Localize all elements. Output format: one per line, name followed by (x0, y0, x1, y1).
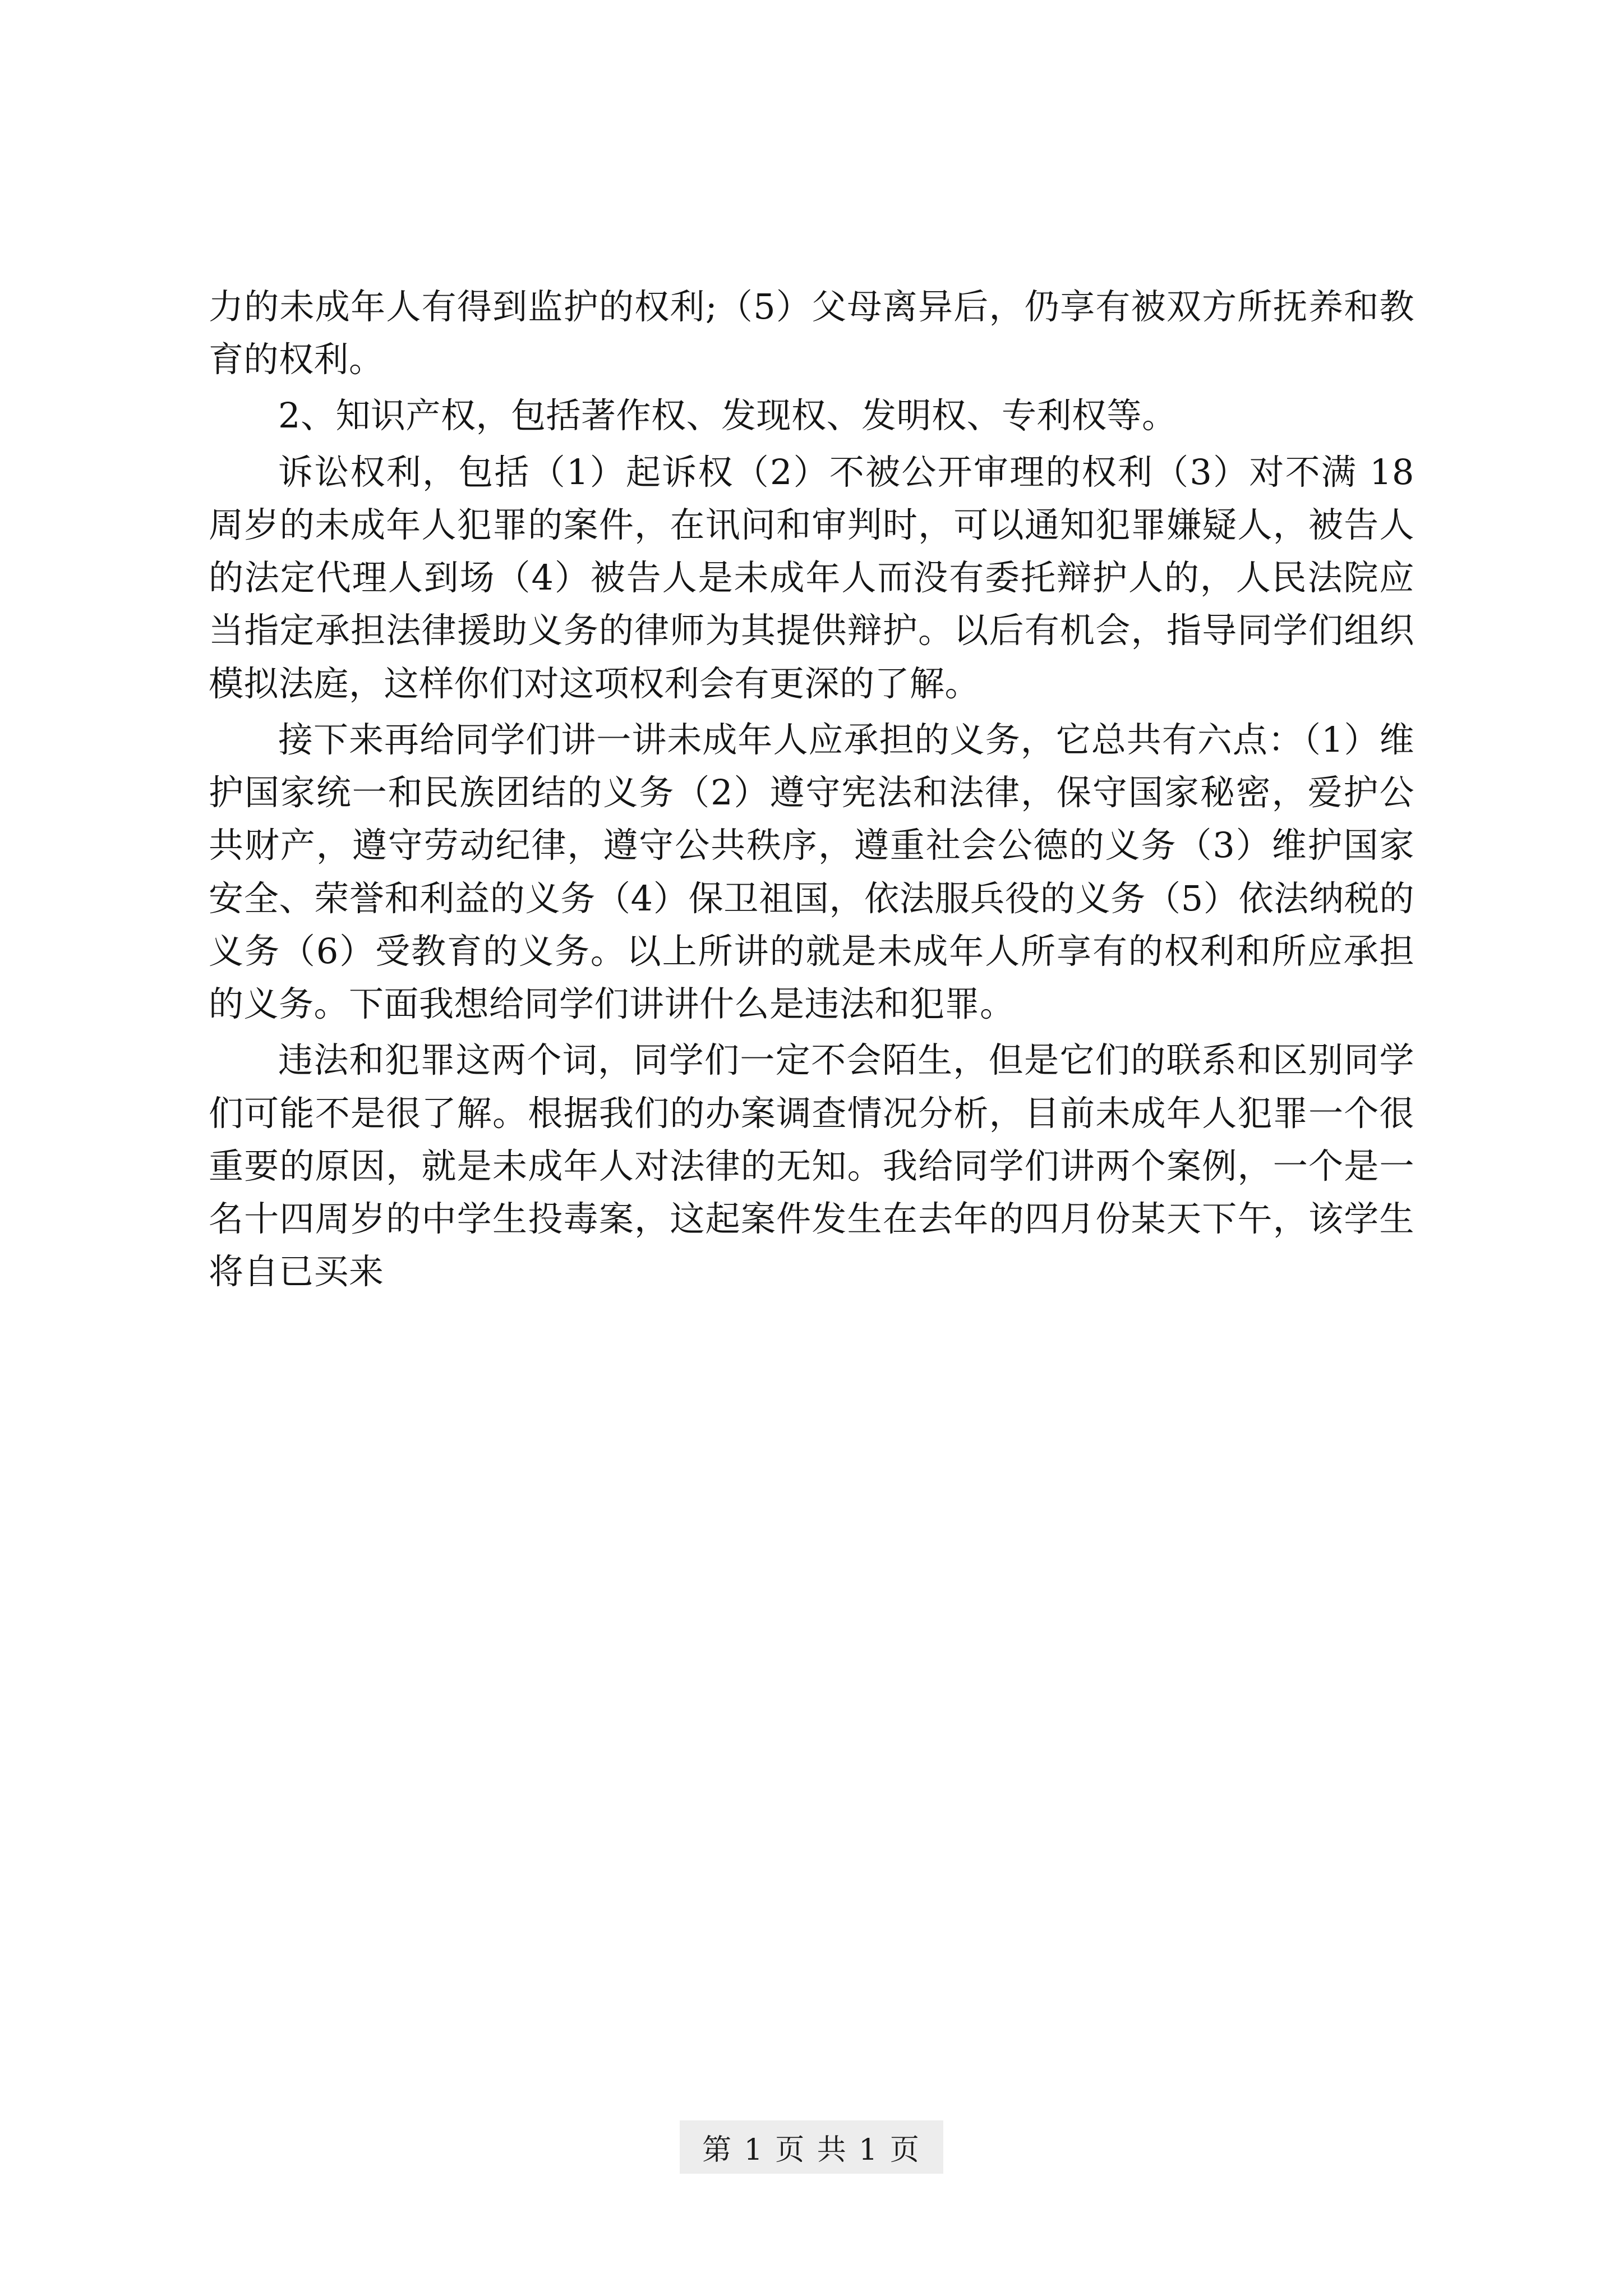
paragraph-4: 接下来再给同学们讲一讲未成年人应承担的义务，它总共有六点：（1）维护国家统一和民族团结的义务（2）遵守宪法和法律，保守国家秘密，爱护公共财产，遵守劳动纪律，遵守公共秩序，遵重社会公德的义务（3）维护国家安全、荣誉和利益的义务（4）保卫祖国，依法服兵役的义务（5）依法纳税的义务（6）受教育的义务。以上所讲的就是未成年人所享有的权利和所应承担的义务。下面我想给同学们讲讲什么是违法和犯罪。 (209, 719, 1414, 1025)
paragraph-5: 违法和犯罪这两个词，同学们一定不会陌生，但是它们的联系和区别同学们可能不是很了解。根据我们的办案调查情况分析，目前未成年人犯罪一个很重要的原因，就是未成年人对法律的无知。我给同学们讲两个案例，一个是一名十四周岁的中学生投毒案，这起案件发生在去年的四月份某天下午，该学生将自已买来 (209, 1039, 1414, 1292)
paragraph-1: 力的未成年人有得到监护的权利;（5）父母离异后，仍享有被双方所抚养和教育的权利。 (209, 286, 1414, 380)
page-number-label: 第 1 页 共 1 页 (680, 2120, 943, 2174)
paragraph-3: 诉讼权利，包括（1）起诉权（2）不被公开审理的权利（3）对不满 18 周岁的未成年人犯罪的案件，在讯问和审判时，可以通知犯罪嫌疑人，被告人的法定代理人到场（4）被告人是未成年人而没有委托辩护人的，人民法院应当指定承担法律援助义务的律师为其提供辩护。以后有机会，指导同学们组织模拟法庭，这样你们对这项权利会有更深的了解。 (209, 451, 1414, 704)
paragraph-2: 2、知识产权，包括著作权、发现权、发明权、专利权等。 (278, 395, 1177, 436)
document-body (209, 280, 1414, 1301)
page-footer (0, 2120, 1623, 2174)
